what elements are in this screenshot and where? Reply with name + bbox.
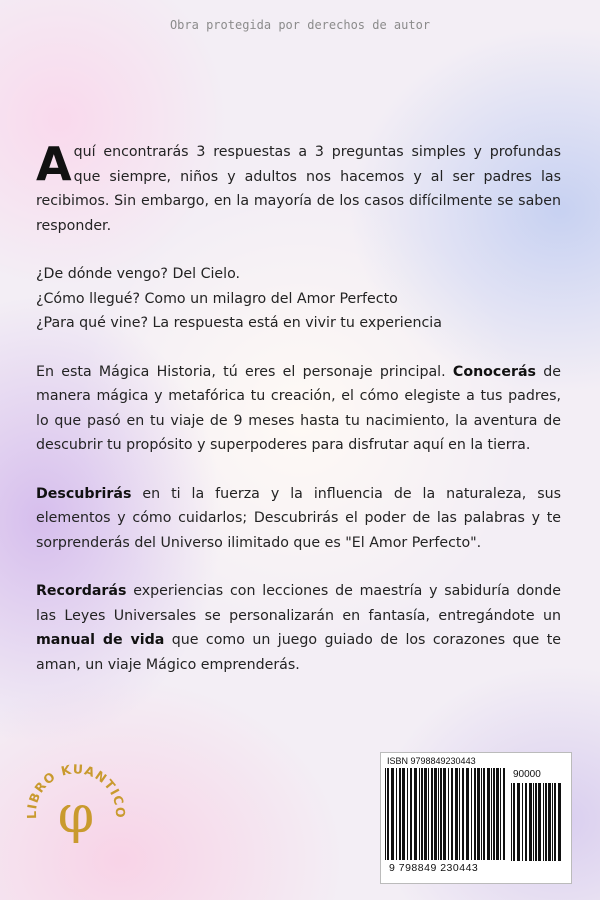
para1-bold: Conocerás <box>452 363 536 380</box>
logo-text-path: LIBRO KUANTICO <box>23 761 129 820</box>
barcode-bar <box>538 783 541 861</box>
barcode-bar <box>493 768 495 860</box>
barcode-bar <box>443 768 446 860</box>
barcode-bar <box>545 783 547 861</box>
question-line: ¿De dónde vengo? Del Cielo. <box>36 266 241 282</box>
barcode-bar <box>440 768 442 860</box>
isbn-label: ISBN 9798849230443 <box>387 756 476 766</box>
barcode-bar <box>391 768 394 860</box>
barcode-bar <box>414 768 417 860</box>
barcode-bar <box>428 768 429 860</box>
barcode-bar <box>487 768 490 860</box>
barcode-bar <box>558 783 561 861</box>
watermark-top: Obra protegida por derechos de autor <box>169 18 431 32</box>
barcode-bar <box>407 768 408 860</box>
barcode-bar <box>503 768 505 860</box>
barcode-bar <box>529 783 532 861</box>
libro-kuantico-logo <box>16 748 136 868</box>
barcode-bar <box>399 768 401 860</box>
barcode-bar <box>471 768 472 860</box>
back-cover-text <box>36 137 562 701</box>
barcode-bar <box>513 783 515 861</box>
barcode-bar <box>552 783 553 861</box>
barcode-bar <box>455 768 458 860</box>
barcode-bar <box>522 783 523 861</box>
paragraph-descubriras <box>36 482 561 556</box>
barcode-bar <box>434 768 437 860</box>
barcode-bar <box>474 768 476 860</box>
addon-barcode-bars <box>511 783 563 865</box>
para3-bold: Recordarás <box>36 583 127 599</box>
intro-text: quí encontrarás 3 respuestas a 3 preguntas simples y profundas que siempre, niños y adultos nos hacemos y al ser padres las recibimos. Sin embargo, en la mayoría de los casos difícilmente se saben responder. <box>36 144 561 234</box>
drop-cap: A <box>36 137 72 191</box>
barcode-bar <box>466 768 469 860</box>
barcode-bar <box>525 783 527 861</box>
barcode-bar <box>451 768 453 860</box>
para2-after: en ti la fuerza y la influencia de la naturaleza, sus elementos y cómo cuidarlos; Descubrirás el poder de las palabras y te sorprenderás del Universo ilimitado que es "El Amor Perfecto". <box>36 485 561 551</box>
barcode-bar <box>396 768 397 860</box>
barcode-bar <box>410 768 412 860</box>
isbn-digits: 9 798849 230443 <box>389 862 479 874</box>
barcode-bar <box>459 768 460 860</box>
price-code: 90000 <box>513 769 541 780</box>
para3-bold2: manual de vida <box>36 632 165 648</box>
para3-after: que como un juego guiado de los corazones que te aman, un viaje Mágico emprenderás. <box>36 632 562 673</box>
paragraph-recordaras <box>36 579 561 677</box>
barcode-bar <box>543 783 544 861</box>
barcode-bar <box>431 768 433 860</box>
question-line: ¿Para qué vine? La respuesta está en vivir tu experiencia <box>36 315 442 331</box>
para1-before: En esta Mágica Historia, tú eres el personaje principal. <box>36 363 453 380</box>
barcode-bar <box>421 768 423 860</box>
intro-paragraph <box>36 137 561 238</box>
barcode-bar <box>535 783 537 861</box>
barcode-bar <box>448 768 449 860</box>
barcode-bar <box>481 768 482 860</box>
question-line: ¿Cómo llegué? Como un milagro del Amor Perfecto <box>36 290 398 307</box>
para2-bold: Descubrirás <box>36 485 132 502</box>
barcode-bar <box>438 768 439 860</box>
isbn-barcode <box>380 752 572 884</box>
questions-block <box>36 262 561 336</box>
paragraph-conoceras <box>36 360 561 458</box>
barcode-bar <box>500 768 501 860</box>
phi-symbol: φ <box>57 785 95 845</box>
barcode-bar <box>419 768 420 860</box>
barcode-bar <box>533 783 534 861</box>
barcode-bars <box>385 768 507 864</box>
barcode-bar <box>548 783 551 861</box>
barcode-bar <box>483 768 485 860</box>
barcode-bar <box>491 768 492 860</box>
barcode-bar <box>402 768 405 860</box>
barcode-bar <box>517 783 520 861</box>
barcode-bar <box>462 768 464 860</box>
barcode-bar <box>511 783 512 861</box>
barcode-bar <box>496 768 499 860</box>
para3-middle: experiencias con lecciones de maestría y sabiduría donde las Leyes Universales se personalizarán en fantasía, entregándote un <box>36 583 561 624</box>
barcode-bar <box>554 783 556 861</box>
barcode-bar <box>424 768 427 860</box>
para1-after: de manera mágica y metafórica tu creación, el cómo elegiste a tus padres, lo que pasó en tu viaje de 9 meses hasta tu nacimiento, la aventura de descubrir tu propósito y superpoderes para disfrutar aquí en la tierra. <box>36 363 562 453</box>
barcode-bar <box>477 768 480 860</box>
barcode-bar <box>387 768 389 860</box>
barcode-bar <box>385 768 386 860</box>
